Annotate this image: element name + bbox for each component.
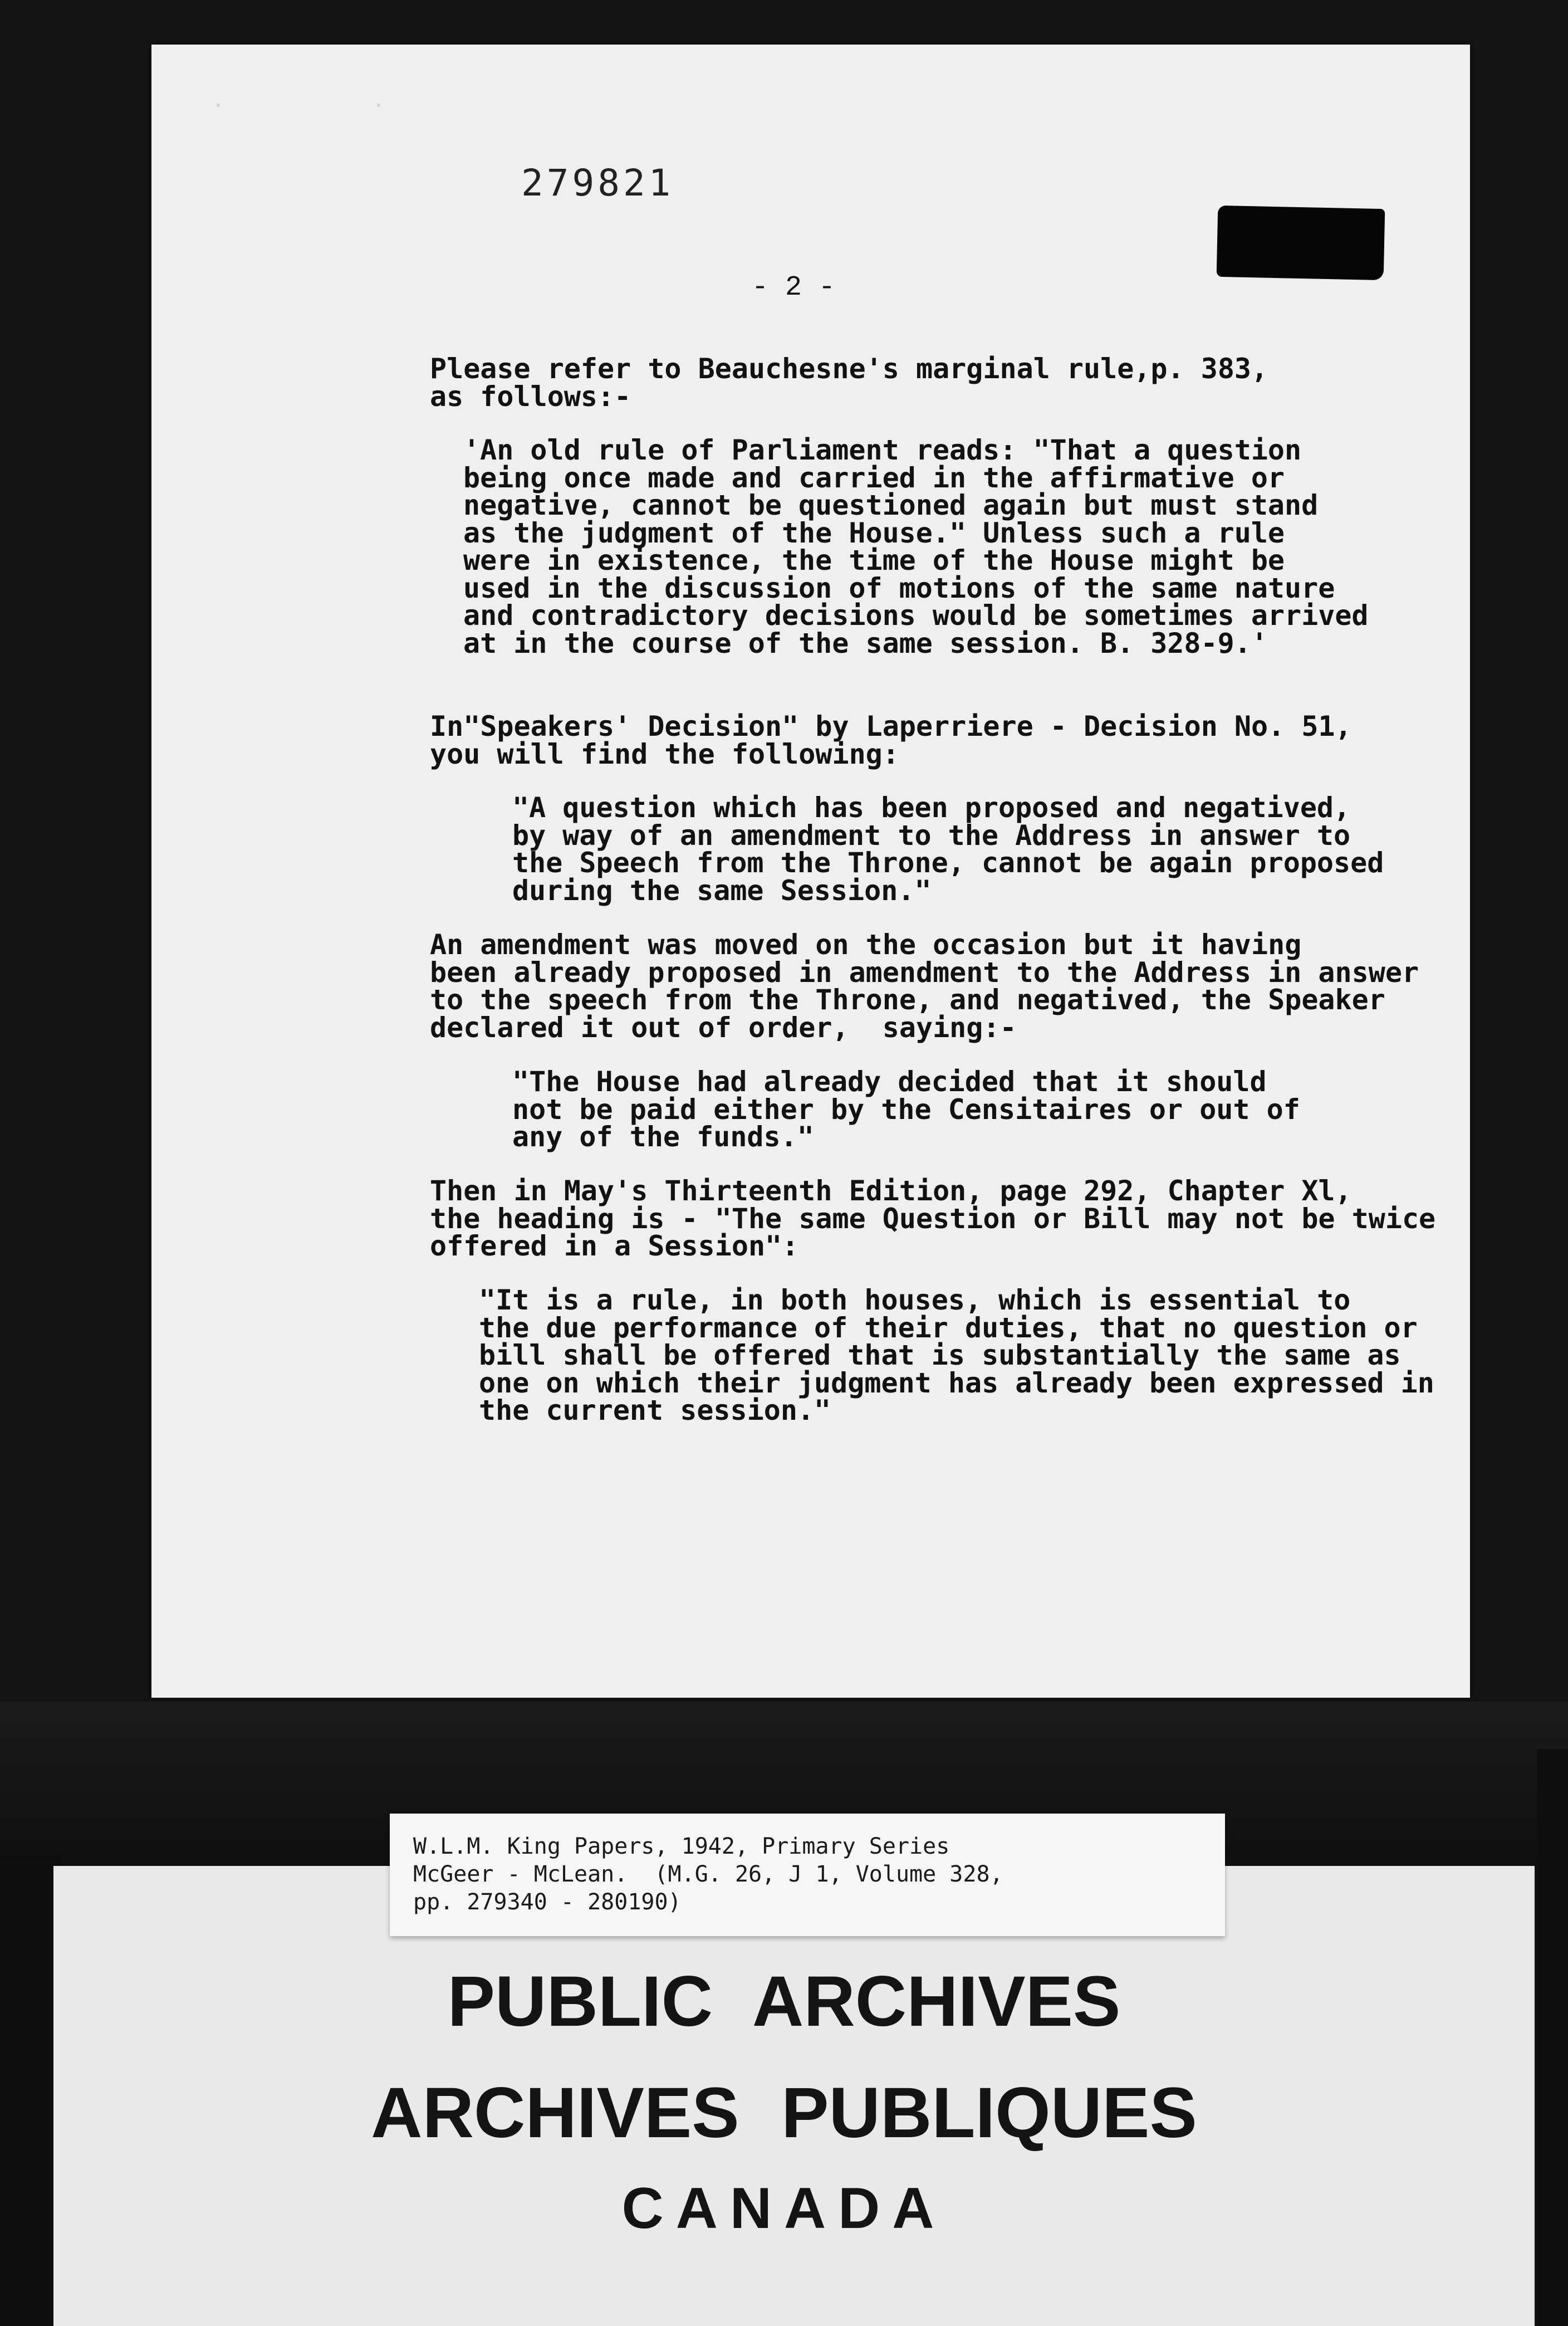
archives-title-french: ARCHIVES PUBLIQUES bbox=[371, 2073, 1197, 2153]
citation-text: W.L.M. King Papers, 1942, Primary Series McGeer - McLean. (M.G. 26, J 1, Volume 328, pp. 279340 - 280190) bbox=[413, 1834, 1003, 1915]
quote-decision-51: "A question which has been proposed and negatived, by way of an amendment to the Address in answer to the Speech from the Throne, cannot be again proposed during the same Session." bbox=[512, 791, 1384, 907]
paragraph-laperriere: In"Speakers' Decision" by Laperriere - Decision No. 51, you will find the following: bbox=[430, 710, 1352, 770]
page-number: - 2 - bbox=[752, 272, 836, 304]
document-number: 279821 bbox=[521, 162, 674, 204]
archives-country: CANADA bbox=[621, 2176, 947, 2241]
quote-beauchesne: 'An old rule of Parliament reads: "That a question being once made and carried in the affirmative or negative, cannot be questioned again but must stand as the judgment of the House." Unless such a rule were in existence, the time of the House might be used in the discussion of motions of the same nature and contradictory decisions would be sometimes arrived at in the course of the same session. B. 328-9.' bbox=[463, 434, 1369, 659]
paragraph-amendment: An amendment was moved on the occasion but it having been already proposed in amendment to the Address in answer to the speech from the Throne, and negatived, the Speaker declared it out of order, saying:- bbox=[430, 929, 1419, 1044]
scan-specks: · · bbox=[212, 94, 453, 119]
paragraph-intro: Please refer to Beauchesne's marginal rule,p. 383, as follows:- bbox=[430, 353, 1268, 413]
redaction-mark bbox=[1217, 206, 1385, 280]
archives-title-english: PUBLIC ARCHIVES bbox=[447, 1962, 1121, 2041]
quote-speaker: "The House had already decided that it should not be paid either by the Censitaires or out of any of the funds." bbox=[512, 1066, 1300, 1153]
quote-mays-rule: "It is a rule, in both houses, which is essential to the due performance of their duties, that no question or bill shall be offered that is substantially the same as one on which their judgment has already been expressed in the current session." bbox=[479, 1284, 1434, 1426]
paragraph-mays: Then in May's Thirteenth Edition, page 292, Chapter Xl, the heading is - "The same Question or Bill may not be twice offered in a Session": bbox=[430, 1175, 1436, 1262]
